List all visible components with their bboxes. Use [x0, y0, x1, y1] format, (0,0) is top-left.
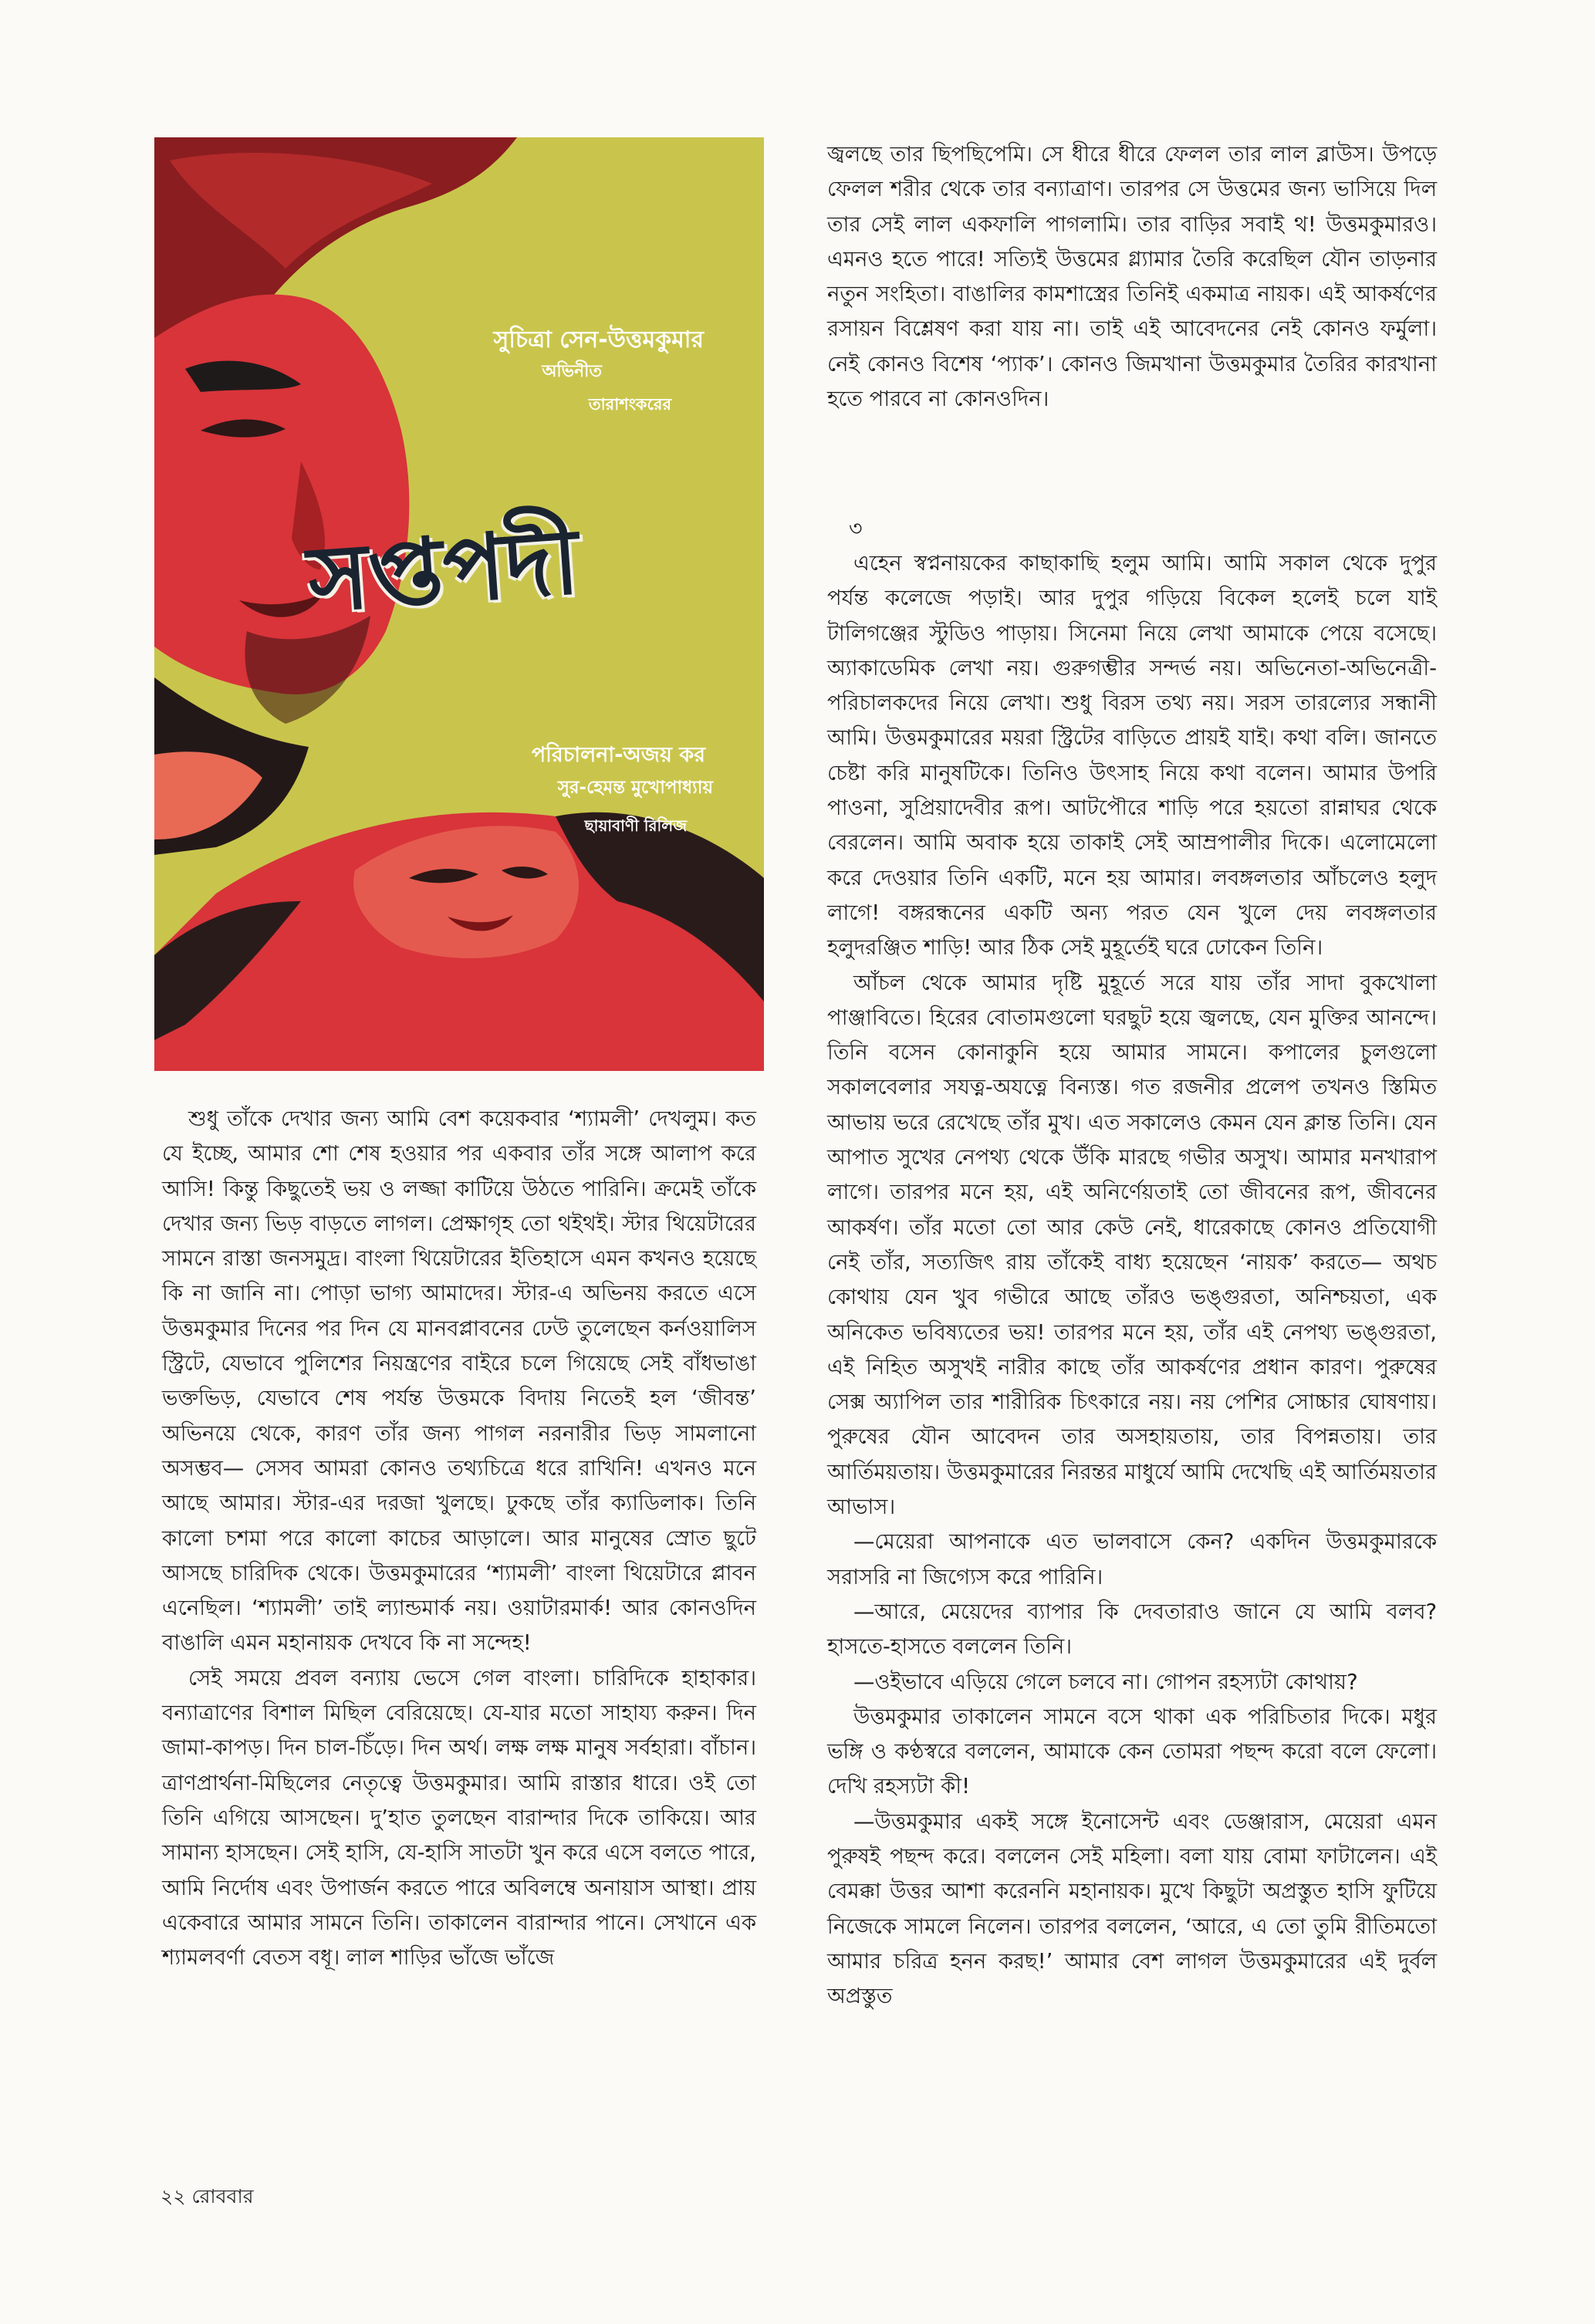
poster-stars-line: সুচিত্রা সেন-উত্তমকুমার [493, 326, 704, 353]
right-paragraph-1: এহেন স্বপ্ননায়কের কাছাকাছি হলুম আমি। আমি সকাল থেকে দুপুর পর্যন্ত কলেজে পড়াই। আর দুপুর গড়িয়ে বিকেল হলেই চলে যাই টালিগঞ্জের স্টুডিও পাড়ায়। সিনেমা নিয়ে লেখা আমাকে পেয়ে বসেছে। অ্যাকাডেমিক লেখা নয়। গুরুগম্ভীর সন্দর্ভ নয়। অভিনেতা-অভিনেত্রী-পরিচালকদের নিয়ে লেখা। শুধু বিরস তথ্য নয়। সরস তারল্যের সন্ধানী আমি। উত্তমকুমারের ময়রা স্ট্রিটের বাড়িতে প্রায়ই যাই। কথা বলি। জানতে চেষ্টা করি মানুষটিকে। তিনিও উৎসাহ নিয়ে কথা বলেন। আমার উপরি পাওনা, সুপ্রিয়াদেবীর রূপ। আটপৌরে শাড়ি পরে হয়তো রান্নাঘর থেকে বেরলেন। আমি অবাক হয়ে তাকাই সেই আম্রপালীর দিকে। এলোমেলো করে দেওয়ার তিনি একটি, মনে হয় আমার। লবঙ্গলতার আঁচলেও হলুদ লাগে! বঙ্গরন্ধনের একটি অন্য পরত যেন খুলে দেয় লবঙ্গলতার হলুদরঞ্জিত শাড়ি! আর ঠিক সেই মুহূর্তেই ঘরে ঢোকেন তিনি। [827, 552, 1437, 961]
poster-title: সপ্তপদী [304, 506, 583, 633]
right-paragraph-2: আঁচল থেকে আমার দৃষ্টি মুহূর্তে সরে যায় তাঁর সাদা বুকখোলা পাঞ্জাবিতে। হিরের বোতামগুলো ঘরছুট হয়ে জ্বলছে, যেন মুক্তির আনন্দে। তিনি বসেন কোনাকুনি হয়ে আমার সামনে। কপালের চুলগুলো সকালবেলার সযত্ন-অযত্নে বিন্যস্ত। গত রজনীর প্রলেপ তখনও স্তিমিত আভায় ভরে রেখেছে তাঁর মুখ। এত সকালেও কেমন যেন ক্লান্ত তিনি। যেন আপাত সুখের নেপথ্য থেকে উঁকি মারছে গভীর অসুখ। আমার মনখারাপ লাগে। তারপর মনে হয়, এই অনির্ণেয়তাই তো জীবনের রূপ, জীবনের আকর্ষণ। তাঁর মতো তো আর কেউ নেই, ধারেকাছে কোনও প্রতিযোগী নেই তাঁর, সত্যজিৎ রায় তাঁকেই বাধ্য হয়েছেন ‘নায়ক’ করতে— অথচ কোথায় যেন খুব গভীরে আছে তাঁরও ভঙ্গুরতা, অনিশ্চয়তা, এক অনিকেত ভবিষ্যতের ভয়! তারপর মনে হয়, তাঁর এই নেপথ্য ভঙ্গুরতা, এই নিহিত অসুখই নারীর কাছে তাঁর আকর্ষণের প্রধান কারণ। পুরুষের সেক্স অ্যাপিল তার শারীরিক চিৎকারে নয়। নয় পেশির সোচ্চার ঘোষণায়। পুরুষের যৌন আবেদন তার অসহায়তায়, তার বিপন্নতায়। তার আর্তিময়তায়। উত্তমকুমারের নিরন্তর মাধুর্যে আমি দেখেছি এই আর্তিময়তার আভাস। [827, 971, 1437, 1520]
left-column [162, 1102, 756, 1975]
poster-subtitle-2: তারাশংকরের [588, 395, 671, 414]
right-paragraph-6: উত্তমকুমার তাকালেন সামনে বসে থাকা এক পরিচিতার দিকে। মধুর ভঙ্গি ও কণ্ঠস্বরে বললেন, আমাকে কেন তোমরা পছন্দ করো বলে ফেলো। দেখি রহস্যটা কী! [827, 1704, 1437, 1799]
poster-release: ছায়াবাণী রিলিজ [584, 816, 687, 835]
dialogue-3: —ওইভাবে এড়িয়ে গেলে চলবে না। গোপন রহস্যটা কোথায়? [853, 1670, 1358, 1694]
poster-music: সুর-হেমন্ত মুখোপাধ্যায় [557, 778, 713, 798]
film-poster [154, 137, 764, 1071]
right-column-section [827, 514, 1437, 2014]
section-number: ৩ [849, 517, 863, 541]
page-footer [161, 2181, 253, 2214]
dialogue-1: —মেয়েরা আপনাকে এত ভালবাসে কেন? একদিন উত্তমকুমারকে সরাসরি না জিগ্যেস করে পারিনি। [827, 1530, 1437, 1589]
page-number: ২২ [161, 2185, 186, 2207]
poster-director: পরিচালনা-অজয় কর [531, 743, 705, 767]
right-top-paragraph: জ্বলছে তার ছিপছিপেমি। সে ধীরে ধীরে ফেলল তার লাল ব্লাউস। উপড়ে ফেলল শরীর থেকে তার বন্যাত্রাণ। তারপর সে উত্তমের জন্য ভাসিয়ে দিল তার সেই লাল একফালি পাগলামি। তার বাড়ির সবাই থ! উত্তমকুমারও। এমনও হতে পারে! সত্যিই উত্তমের গ্ল্যামার তৈরি করেছিল যৌন তাড়নার নতুন সংহিতা। বাঙালির কামশাস্ত্রের তিনিই একমাত্র নায়ক। এই আকর্ষণের রসায়ন বিশ্লেষণ করা যায় না। তাই এই আবেদনের নেই কোনও ফর্মুলা। নেই কোনও বিশেষ ‘প্যাক’। কোনও জিমখানা উত্তমকুমার তৈরির কারখানা হতে পারবে না কোনওদিন। [827, 143, 1437, 412]
magazine-name: রোববার [191, 2185, 254, 2207]
poster-subtitle-1: অভিনীত [542, 362, 602, 381]
left-paragraph-2: সেই সময়ে প্রবল বন্যায় ভেসে গেল বাংলা। চারিদিকে হাহাকার। বন্যাত্রাণের বিশাল মিছিল বেরিয়েছে। যে-যার মতো সাহায্য করুন। দিন জামা-কাপড়। দিন চাল-চিঁড়ে। দিন অর্থ। লক্ষ লক্ষ মানুষ সর্বহারা। বাঁচান। ত্রাণপ্রার্থনা-মিছিলের নেতৃত্বে উত্তমকুমার। আমি রাস্তার ধারে। ওই তো তিনি এগিয়ে আসছেন। দু’হাত তুলছেন বারান্দার দিকে তাকিয়ে। আর সামান্য হাসছেন। সেই হাসি, যে-হাসি সাতটা খুন করে এসে বলতে পারে, আমি নির্দোষ এবং উপার্জন করতে পারে অবিলম্বে অনায়াস আস্থা। প্রায় একেবারে আমার সামনে তিনি। তাকালেন বারান্দার পানে। সেখানে এক শ্যামলবর্ণা বেতস বধূ। লাল শাড়ির ভাঁজে ভাঁজে [162, 1666, 756, 1971]
dialogue-4: —উত্তমকুমার একই সঙ্গে ইনোসেন্ট এবং ডেঞ্জারাস, মেয়েরা এমন পুরুষই পছন্দ করে। বললেন সেই মহিলা। বলা যায় বোমা ফাটালেন। এই বেমক্কা উত্তর আশা করেননি মহানায়ক। মুখে কিছুটা অপ্রস্তুত হাসি ফুটিয়ে নিজেকে সামলে নিলেন। তারপর বললেন, ‘আরে, এ তো তুমি রীতিমতো আমার চরিত্র হনন করছ!’ আমার বেশ লাগল উত্তমকুমারের এই দুর্বল অপ্রস্তুত [827, 1809, 1437, 2009]
left-paragraph-1: শুধু তাঁকে দেখার জন্য আমি বেশ কয়েকবার ‘শ্যামলী’ দেখলুম। কত যে ইচ্ছে, আমার শো শেষ হওয়ার পর একবার তাঁর সঙ্গে আলাপ করে আসি! কিন্তু কিছুতেই ভয় ও লজ্জা কাটিয়ে উঠতে পারিনি। ক্রমেই তাঁকে দেখার জন্য ভিড় বাড়তে লাগল। প্রেক্ষাগৃহ তো থইথই। স্টার থিয়েটারের সামনে রাস্তা জনসমুদ্র। বাংলা থিয়েটারের ইতিহাসে এমন কখনও হয়েছে কি না জানি না। পোড়া ভাগ্য আমাদের। স্টার-এ অভিনয় করতে এসে উত্তমকুমার দিনের পর দিন যে মানবপ্লাবনের ঢেউ তুলেছেন কর্নওয়ালিস স্ট্রিটে, যেভাবে পুলিশের নিয়ন্ত্রণের বাইরে চলে গিয়েছে সেই বাঁধভাঙা ভক্তভিড়, যেভাবে শেষ পর্যন্ত উত্তমকে বিদায় নিতেই হল ‘জীবন্ত’ অভিনয়ে থেকে, কারণ তাঁর জন্য পাগল নরনারীর ভিড় সামলানো অসম্ভব— সেসব আমরা কোনও তথ্যচিত্রে ধরে রাখিনি! এখনও মনে আছে আমার। স্টার-এর দরজা খুলছে। ঢুকছে তাঁর ক্যাডিলাক। তিনি কালো চশমা পরে কালো কাচের আড়ালে। আর মানুষের স্রোত ছুটে আসছে চারিদিক থেকে। উত্তমকুমারের ‘শ্যামলী’ বাংলা থিয়েটারে প্লাবন এনেছিল। ‘শ্যামলী’ তাই ল্যান্ডমার্ক নয়। ওয়াটারমার্ক! আর কোনওদিন বাঙালি এমন মহানায়ক দেখবে কি না সন্দেহ! [162, 1107, 756, 1656]
right-column-top [827, 137, 1437, 417]
dialogue-2: —আরে, মেয়েদের ব্যাপার কি দেবতারাও জানে যে আমি বলব? হাসতে-হাসতে বললেন তিনি। [827, 1599, 1437, 1660]
